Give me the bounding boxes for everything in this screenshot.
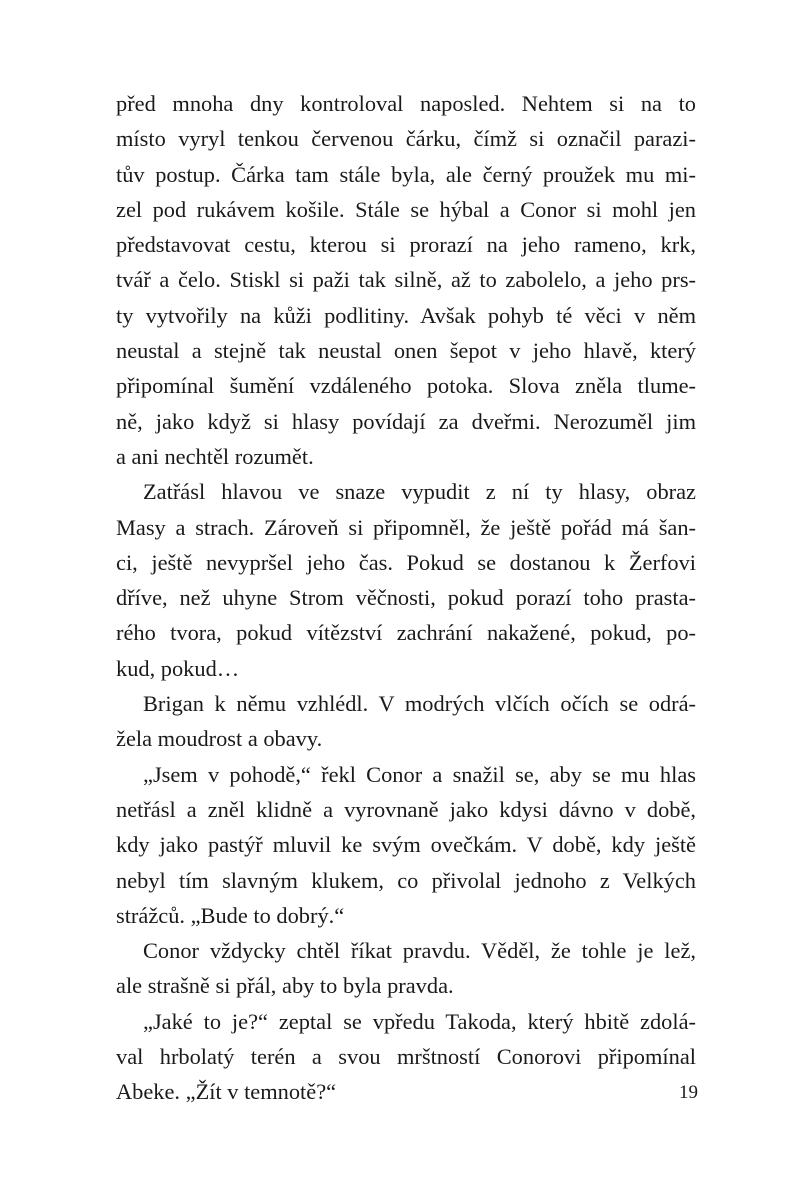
paragraph-2 [116, 474, 696, 686]
book-page-text [116, 86, 696, 1110]
text-line: Masy a strach. Zároveň si připomněl, že ještě pořád má šan- [116, 514, 696, 540]
text-line: kud, pokud… [116, 655, 240, 681]
text-line: místo vyryl tenkou červenou čárku, čímž si označil parazi- [116, 126, 696, 152]
text-line: a ani nechtěl rozumět. [116, 443, 314, 469]
text-line: Zatřásl hlavou ve snaze vypudit z ní ty hlasy, obraz [143, 479, 696, 505]
paragraph-4 [116, 757, 696, 933]
text-line: ale strašně si přál, aby to byla pravda. [116, 973, 454, 999]
paragraph-5 [116, 933, 696, 1004]
text-line: tvář a čelo. Stiskl si paži tak silně, až to zabolelo, a jeho prs- [116, 267, 696, 293]
text-line: „Jsem v pohodě,“ řekl Conor a snažil se, aby se mu hlas [143, 761, 696, 787]
paragraph-3 [116, 686, 696, 757]
text-line: ci, ještě nevypršel jeho čas. Pokud se dostanou k Žerfovi [116, 549, 696, 575]
text-line: neustal a stejně tak neustal onen šepot v jeho hlavě, který [116, 338, 696, 364]
text-line: ně, jako když si hlasy povídají za dveřmi. Nerozuměl jim [116, 408, 696, 434]
text-line: žela moudrost a obavy. [116, 726, 323, 752]
text-line: Abeke. „Žít v temnotě?“ [116, 1079, 337, 1105]
text-line: ty vytvořily na kůži podlitiny. Avšak pohyb té věci v něm [116, 302, 696, 328]
text-line: val hrbolatý terén a svou mrštností Conorovi připomínal [116, 1044, 696, 1070]
text-line: rého tvora, pokud vítězství zachrání nakažené, pokud, po- [116, 620, 696, 646]
text-line: Conor vždycky chtěl říkat pravdu. Věděl, že tohle je lež, [143, 938, 696, 964]
text-line: tův postup. Čárka tam stále byla, ale černý proužek mu mi- [116, 161, 696, 187]
paragraph-6 [116, 1004, 696, 1110]
text-line: představovat cestu, kterou si prorazí na jeho rameno, krk, [116, 232, 696, 258]
text-line: před mnoha dny kontroloval naposled. Nehtem si na to [116, 91, 696, 116]
page-number: 19 [679, 1082, 698, 1103]
text-line: zel pod rukávem košile. Stále se hýbal a Conor si mohl jen [116, 196, 696, 222]
text-line: strážců. „Bude to dobrý.“ [116, 902, 345, 928]
text-line: nebyl tím slavným klukem, co přivolal jednoho z Velkých [116, 867, 696, 893]
text-line: netřásl a zněl klidně a vyrovnaně jako kdysi dávno v době, [116, 796, 696, 822]
text-line: připomínal šumění vzdáleného potoka. Slova zněla tlume- [116, 373, 696, 399]
text-line: „Jaké to je?“ zeptal se vpředu Takoda, který hbitě zdolá- [143, 1008, 696, 1034]
text-line: Brigan k němu vzhlédl. V modrých vlčích očích se odrá- [143, 691, 696, 717]
paragraph-1 [116, 86, 696, 474]
text-line: kdy jako pastýř mluvil ke svým ovečkám. V době, kdy ještě [116, 832, 696, 858]
text-line: dříve, než uhyne Strom věčnosti, pokud porazí toho prasta- [116, 585, 696, 611]
